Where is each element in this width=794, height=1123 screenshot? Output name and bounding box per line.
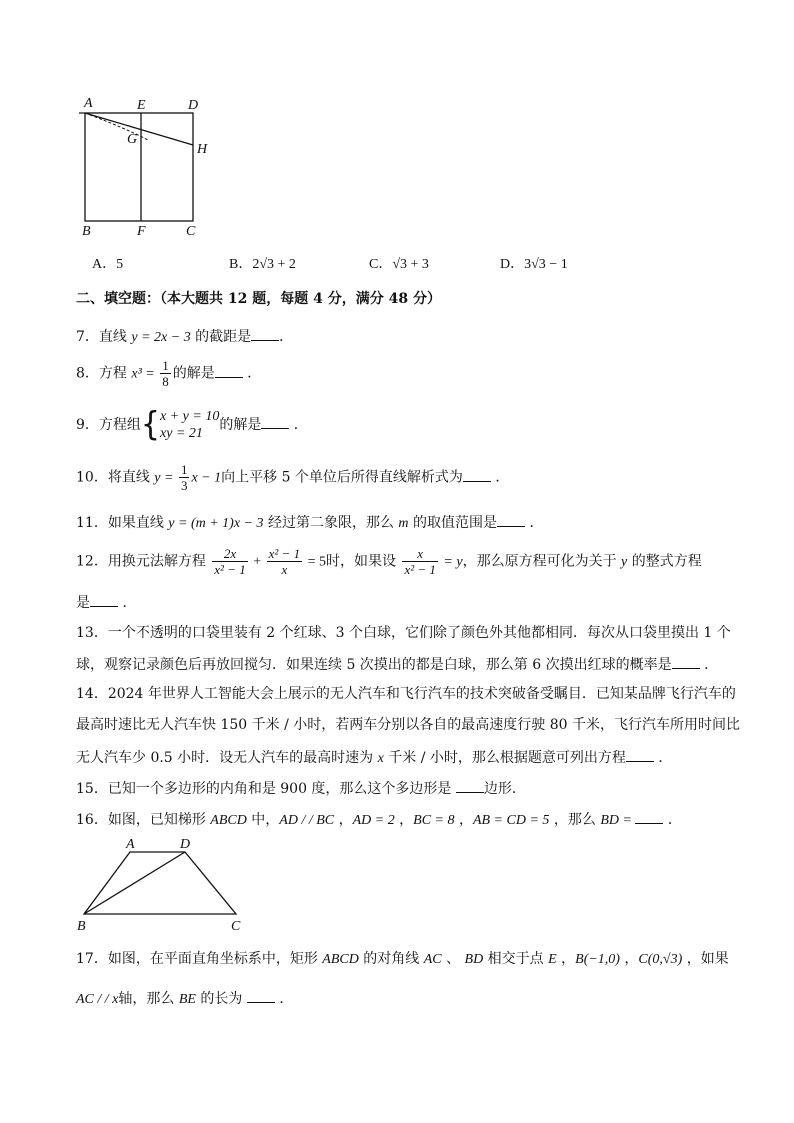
label-h: H bbox=[197, 142, 208, 157]
label-a: A bbox=[126, 837, 135, 852]
option-c: C．√3 + 3 bbox=[369, 257, 429, 272]
question-12: 12．用换元法解方程 $\frac{2x}{\text{x² − 1}}$ + $\frac{\text{x² − 1}}{x}$ = 5时，如果设 $\frac{x}{\text{x² − 1}}$ = y，那么原方程可化为关于 y 的整式方程 bbox=[76, 546, 702, 577]
question-13-line1: 13．一个不透明的口袋里装有 2 个红球、3 个白球，它们除了颜色外其他都相同．每次从口袋里摸出 1 个 bbox=[76, 625, 731, 641]
label-b: B bbox=[77, 919, 86, 934]
question-12-line2: 是 ． bbox=[76, 592, 136, 612]
question-13-line2: 球，观察记录颜色后再放回搅匀．如果连续 5 次摸出的都是白球，那么第 6 次摸出红球的概率是 ． bbox=[76, 654, 718, 674]
question-14-line1: 14．2024 年世界人工智能大会上展示的无人汽车和飞行汽车的技术突破备受瞩目．已知某品牌飞行汽车的 bbox=[76, 686, 736, 702]
question-11: 11．如果直线 y = (m + 1)x − 3 经过第二象限，那么 m 的取值范围是 ． bbox=[76, 512, 543, 533]
question-10: 10．将直线 y = $\frac{1}{3}$ x − 1向上平移 5 个单位后所得直线解析式为 ． bbox=[76, 462, 510, 493]
label-a: A bbox=[84, 96, 93, 111]
label-d: D bbox=[188, 98, 199, 113]
option-d: D．3√3 − 1 bbox=[500, 257, 568, 272]
question-7: 7．直线 y = 2x − 3 的截距是 ． bbox=[76, 326, 293, 347]
option-b: B．2√3 + 2 bbox=[229, 257, 296, 272]
fold-arc bbox=[85, 113, 148, 140]
question-16: 16．如图，已知梯形 ABCD 中，AD / / BC ，AD = 2 ，BC = 8 ，AB = CD = 5 ，那么 BD = ． bbox=[76, 809, 682, 830]
label-c: C bbox=[231, 919, 241, 934]
label-d: D bbox=[180, 837, 191, 852]
question-14-line3: 无人汽车少 0.5 小时．设无人汽车的最高时速为 x 千米 / 小时，那么根据题意可列出方程 ． bbox=[76, 747, 672, 768]
label-c: C bbox=[186, 224, 196, 239]
question-15: 15．已知一个多边形的内角和是 900 度，那么这个多边形是 边形． bbox=[76, 778, 526, 798]
question-14-line2: 最高时速比无人汽车快 150 千米 / 小时，若两车分别以各自的最高速度行驶 80 千米，飞行汽车所用时间比 bbox=[76, 717, 740, 733]
diagonal-bd bbox=[84, 852, 185, 914]
trapezoid-outline bbox=[84, 852, 236, 914]
question-17: 17．如图，在平面直角坐标系中，矩形 ABCD 的对角线 AC 、 BD 相交于点 E ，B(−1,0) ，C(0,√3) ，如果 bbox=[76, 951, 729, 967]
segment-ah bbox=[85, 113, 193, 145]
question-17-line2: AC / / x轴，那么 BE 的长为 ． bbox=[76, 988, 293, 1009]
label-f: F bbox=[137, 224, 146, 239]
question-9: 9．方程组{ x + y = 10 xy = 21 的解是 ． bbox=[76, 405, 308, 444]
rectangle-figure bbox=[70, 92, 220, 242]
option-a: A．5 bbox=[92, 257, 124, 272]
section-title: 二、填空题：（本大题共 12 题，每题 4 分，满分 48 分） bbox=[76, 291, 441, 307]
label-g: G bbox=[127, 132, 138, 147]
trapezoid-figure bbox=[70, 834, 250, 934]
question-8: 8．方程 x³ = $\frac{1}{8}$ 的解是 ． bbox=[76, 358, 262, 389]
label-e: E bbox=[137, 98, 146, 113]
label-b: B bbox=[82, 224, 91, 239]
